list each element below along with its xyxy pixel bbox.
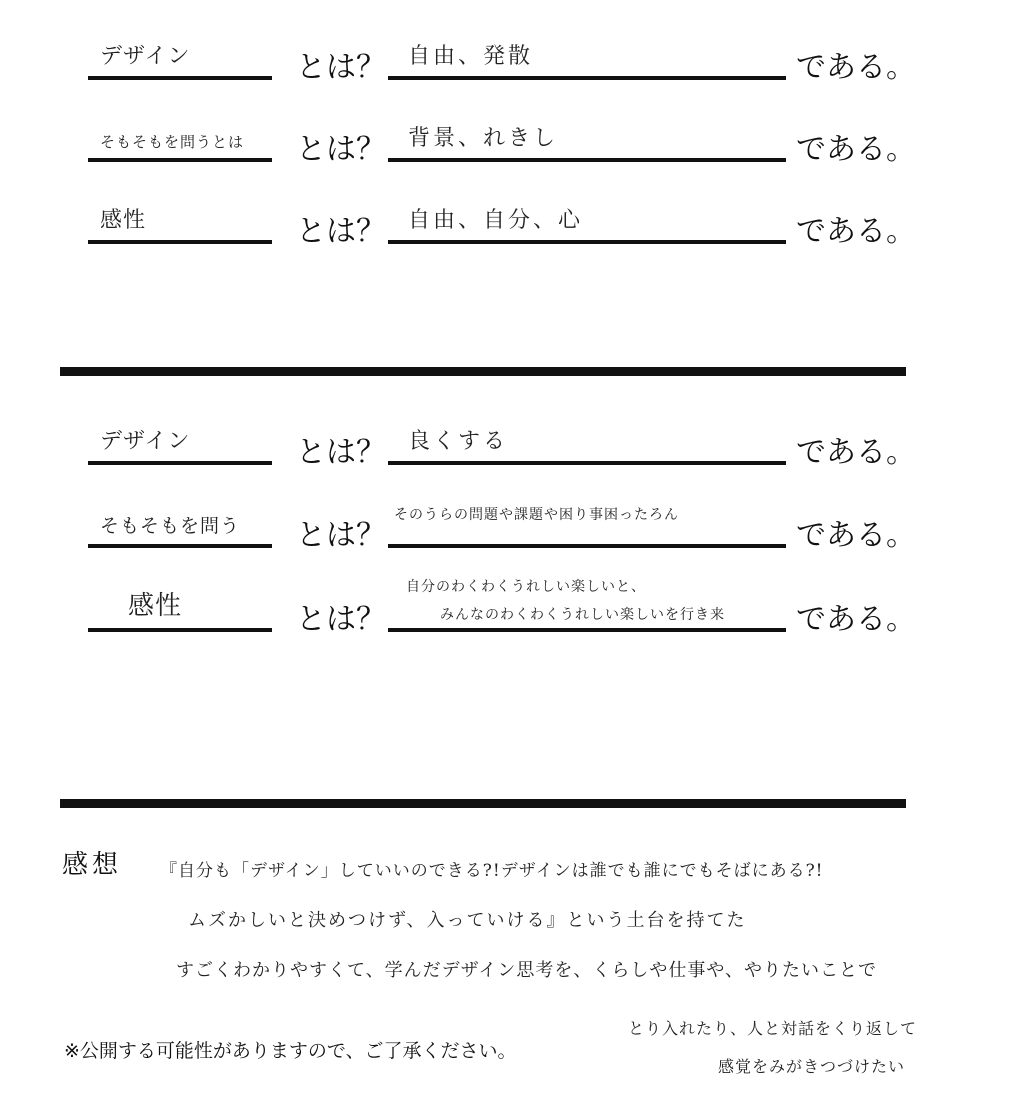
- s2-row-1-dearu: である。: [796, 435, 916, 470]
- s2-row-1-towa: とは？: [296, 435, 386, 470]
- s1-row-2-answer-field: [388, 98, 786, 162]
- s2-row-2: [0, 478, 1020, 553]
- s2-row-3-label-field: [88, 568, 272, 632]
- s1-row-2-answer: 背景、れきし: [408, 126, 559, 151]
- s1-row-1-answer: 自由、発散: [408, 44, 534, 69]
- impressions-line-2: ムズかしいと決めつけず、入っていける』という土台を持てた: [188, 910, 747, 931]
- s2-row-2-dearu: である。: [796, 518, 916, 553]
- impressions-line-5: 感覚をみがきつづけたい: [718, 1057, 906, 1076]
- s1-row-2-label-field: [88, 98, 272, 162]
- s2-row-2-answer-field: [388, 484, 786, 548]
- s2-row-1-answer-field: [388, 401, 786, 465]
- s1-row-1-label-field: [88, 16, 272, 80]
- s1-row-3-answer-field: [388, 180, 786, 244]
- s2-row-1: [0, 395, 1020, 470]
- s1-row-1-answer-field: [388, 16, 786, 80]
- impressions-line-4: とり入れたり、人と対話をくり返して: [628, 1019, 918, 1038]
- s1-row-2-dearu: である。: [796, 132, 916, 167]
- impressions-line-1: 『自分も「デザイン」していいのできる?!デザインは誰でも誰にでもそばにある?!: [160, 861, 824, 881]
- s2-row-3-dearu: である。: [796, 602, 916, 637]
- s2-row-3-label: 感性: [128, 591, 183, 621]
- s1-row-2: [0, 92, 1020, 167]
- s2-row-3: [0, 562, 1020, 637]
- s2-row-1-label-field: [88, 401, 272, 465]
- s1-row-3-towa: とは？: [296, 214, 386, 249]
- s2-row-3-answer-line-1: 自分のわくわくうれしい楽しいと、: [406, 579, 646, 595]
- s1-row-3: [0, 174, 1020, 249]
- publication-notice: ※公開する可能性がありますので、ご了承ください。: [64, 1040, 517, 1062]
- s2-row-2-label: そもそもを問う: [100, 515, 241, 537]
- s1-row-2-label: そもそもを問うとは: [100, 133, 245, 151]
- s1-row-2-towa: とは？: [296, 132, 386, 167]
- impressions-line-3: すごくわかりやすくて、学んだデザイン思考を、くらしや仕事や、やりたいことで: [176, 960, 878, 981]
- s2-row-3-answer-field: [388, 568, 786, 632]
- impressions-label: 感想: [62, 850, 123, 880]
- s1-row-3-label-field: [88, 180, 272, 244]
- s1-row-3-answer: 自由、自分、心: [408, 208, 584, 233]
- s2-row-2-answer: そのうらの問題や課題や困り事困ったろん: [394, 507, 679, 523]
- s2-row-1-label: デザイン: [100, 429, 191, 454]
- section-divider-2: [60, 799, 906, 808]
- s2-row-2-towa: とは？: [296, 518, 386, 553]
- s1-row-1-towa: とは？: [296, 50, 386, 85]
- s1-row-1-label: デザイン: [100, 44, 191, 69]
- s1-row-1: [0, 10, 1020, 85]
- s1-row-3-label: 感性: [100, 208, 147, 233]
- s2-row-3-answer-line-2: みんなのわくわくうれしい楽しいを行き来: [440, 607, 725, 623]
- s1-row-3-dearu: である。: [796, 214, 916, 249]
- s2-row-3-towa: とは？: [296, 602, 386, 637]
- s1-row-1-dearu: である。: [796, 50, 916, 85]
- s2-row-2-label-field: [88, 484, 272, 548]
- s2-row-1-answer: 良くする: [408, 429, 509, 454]
- section-divider-1: [60, 367, 906, 376]
